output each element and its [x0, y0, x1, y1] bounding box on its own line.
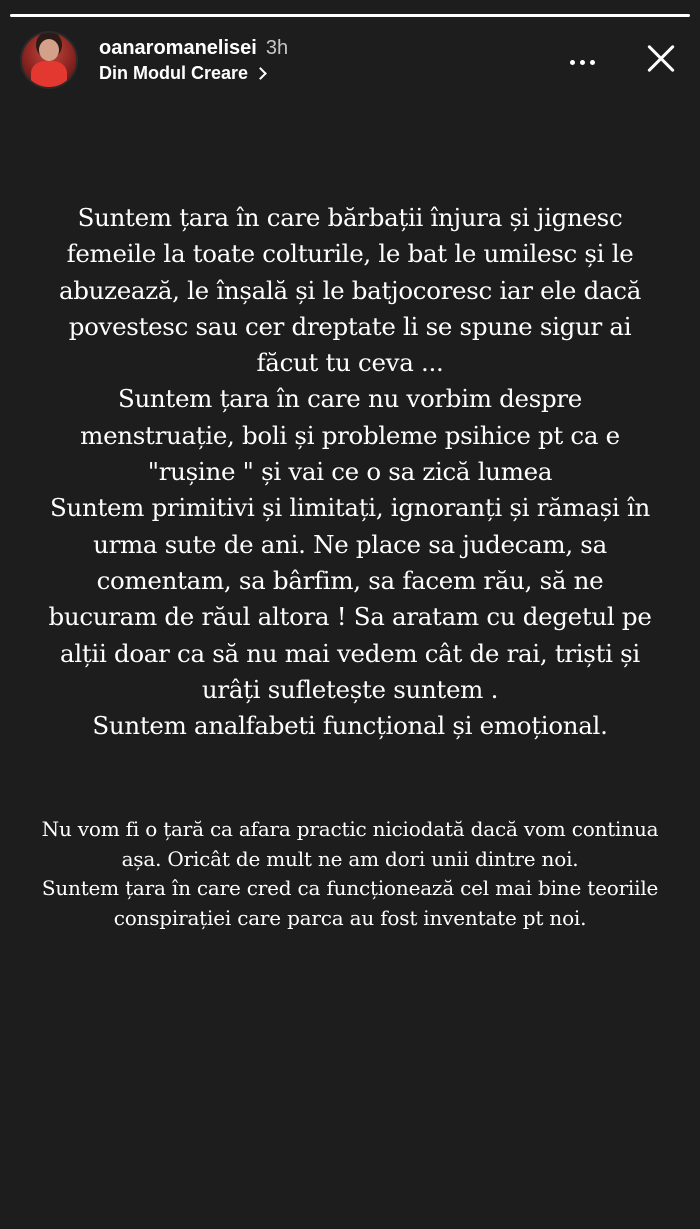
story-text-block-main	[40, 200, 660, 744]
story-paragraph: Suntem țara în care bărbații înjura și jignesc femeile la toate colturile, le bat le umilesc și le abuzează, le înșală și le batjocoresc iar ele dacă povestesc sau cer dreptate li se spune sigur ai făcut tu ceva ...	[58, 203, 642, 378]
more-dots-icon	[570, 60, 575, 65]
more-options-button[interactable]	[562, 52, 602, 72]
source-link[interactable]	[99, 63, 288, 84]
more-dots-icon	[590, 60, 595, 65]
more-dots-icon	[580, 60, 585, 65]
story-paragraph: Nu vom fi o țară ca afara practic niciodată dacă vom continua așa. Oricât de mult ne am dori unii dintre noi.	[41, 817, 659, 871]
username[interactable]: oanaromanelisei	[99, 36, 257, 59]
user-meta	[99, 37, 288, 84]
story-header	[20, 30, 680, 90]
story-text-block-secondary	[40, 815, 660, 933]
story-paragraph: Suntem țara în care nu vorbim despre menstruație, boli și probleme psihice pt ca e "rușine " și vai ce o sa zică lumea	[80, 384, 620, 487]
story-paragraph: Suntem primitivi și limitați, ignoranți și rămași în urma sute de ani. Ne place sa judecam, sa comentam, sa bârfim, sa facem rău, să ne bucuram de răul altora ! Sa aratam cu degetul pe alții doar ca să nu mai vedem cât de rai, triști și urâți sufletește suntem .	[48, 493, 652, 704]
post-time: 3h	[265, 36, 289, 59]
story-paragraph: Suntem țara în care cred ca funcționează cel mai bine teoriile conspirației care parca au fost inventate pt noi.	[41, 876, 659, 930]
source-label: Din Modul Creare	[99, 62, 249, 83]
avatar[interactable]	[20, 31, 78, 89]
story-progress-bar	[10, 14, 690, 17]
close-icon[interactable]	[640, 39, 680, 79]
progress-segment	[10, 14, 690, 17]
story-paragraph: Suntem analfabeti funcțional și emoțional.	[92, 711, 608, 741]
user-row	[99, 37, 288, 60]
chevron-right-icon	[254, 67, 267, 80]
